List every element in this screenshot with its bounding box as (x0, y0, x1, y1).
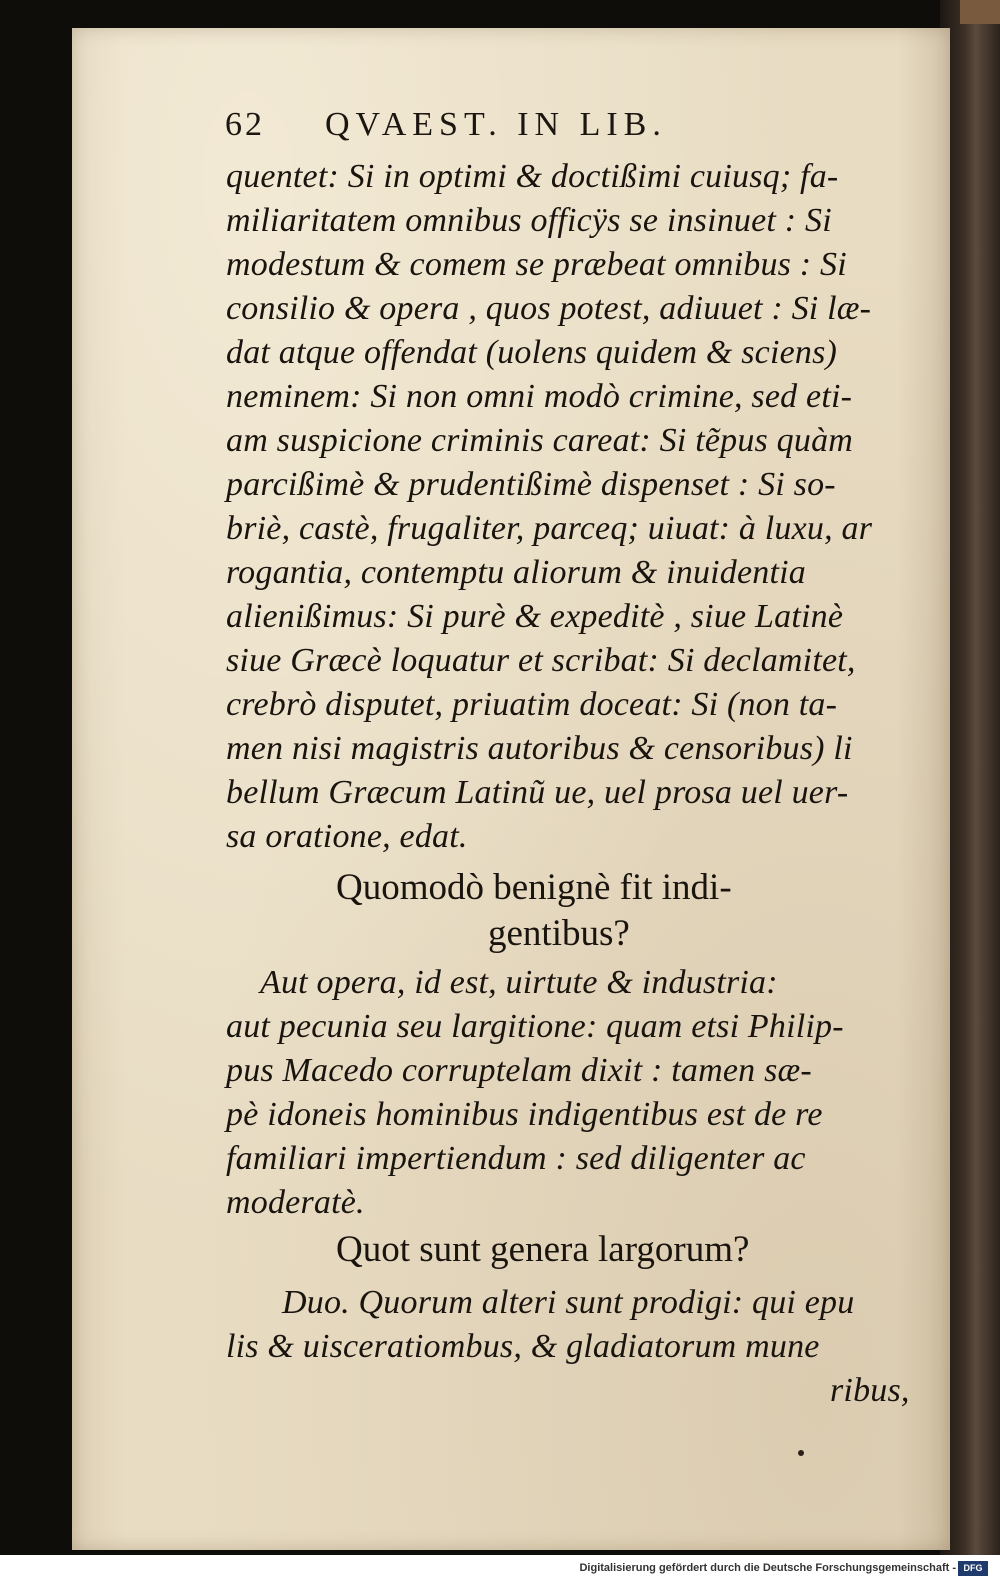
text-line: ribus, (830, 1372, 910, 1409)
text-line: men nisi magistris autoribus & censoribus) li (226, 730, 853, 767)
question-heading-2: Quot sunt genera largorum? (336, 1229, 750, 1270)
text-line: moderatè. (226, 1184, 365, 1221)
text-line: miliaritatem omnibus officÿs se insinuet : Si (226, 202, 832, 239)
book-corner (960, 0, 1000, 24)
text-line: sa oratione, edat. (226, 818, 468, 855)
text-line: parcißimè & prudentißimè dispenset : Si so- (226, 466, 836, 503)
text-line: lis & uisceratiombus, & gladiatorum mune (226, 1328, 820, 1365)
text-line: bellum Græcum Latinũ ue, uel prosa uel uer- (226, 774, 849, 811)
text-line: modestum & comem se præbeat omnibus : Si (226, 246, 847, 283)
text-line: briè, castè, frugaliter, parceq; uiuat: à luxu, ar (226, 510, 873, 547)
text-line: siue Græcè loquatur et scribat: Si declamitet, (226, 642, 856, 679)
text-line: familiari impertiendum : sed diligenter ac (226, 1140, 806, 1177)
text-line: alienißimus: Si purè & expeditè , siue Latinè (226, 598, 844, 635)
text-line: consilio & opera , quos potest, adiuuet : Si læ- (226, 290, 872, 327)
ink-speck (798, 1450, 804, 1456)
text-line: crebrò disputet, priuatim doceat: Si (non ta- (226, 686, 838, 723)
text-line: quentet: Si in optimi & doctißimi cuiusq; fa- (226, 158, 839, 195)
question-heading-1-continued: gentibus? (488, 913, 630, 954)
text-line: Aut opera, id est, uirtute & industria: (260, 964, 778, 1001)
text-line: neminem: Si non omni modò crimine, sed eti- (226, 378, 853, 415)
text-line: dat atque offendat (uolens quidem & sciens) (226, 334, 838, 371)
text-line: pus Macedo corruptelam dixit : tamen sæ- (226, 1052, 812, 1089)
question-heading-1: Quomodò benignè fit indi- (336, 867, 732, 908)
text-line: Duo. Quorum alteri sunt prodigi: qui epu (282, 1284, 855, 1321)
text-line: rogantia, contemptu aliorum & inuidentia (226, 554, 806, 591)
running-title: QVAEST. IN LIB. (325, 106, 667, 143)
text-line: aut pecunia seu largitione: quam etsi Philip- (226, 1008, 844, 1045)
dfg-logo: DFG (958, 1561, 988, 1576)
text-line: am suspicione criminis careat: Si tẽpus quàm (226, 422, 854, 459)
text-line: pè idoneis hominibus indigentibus est de re (226, 1096, 823, 1133)
running-header (225, 106, 785, 154)
funding-note: Digitalisierung gefördert durch die Deutsche Forschungsgemeinschaft - (579, 1562, 956, 1574)
page-number: 62 (225, 106, 265, 143)
